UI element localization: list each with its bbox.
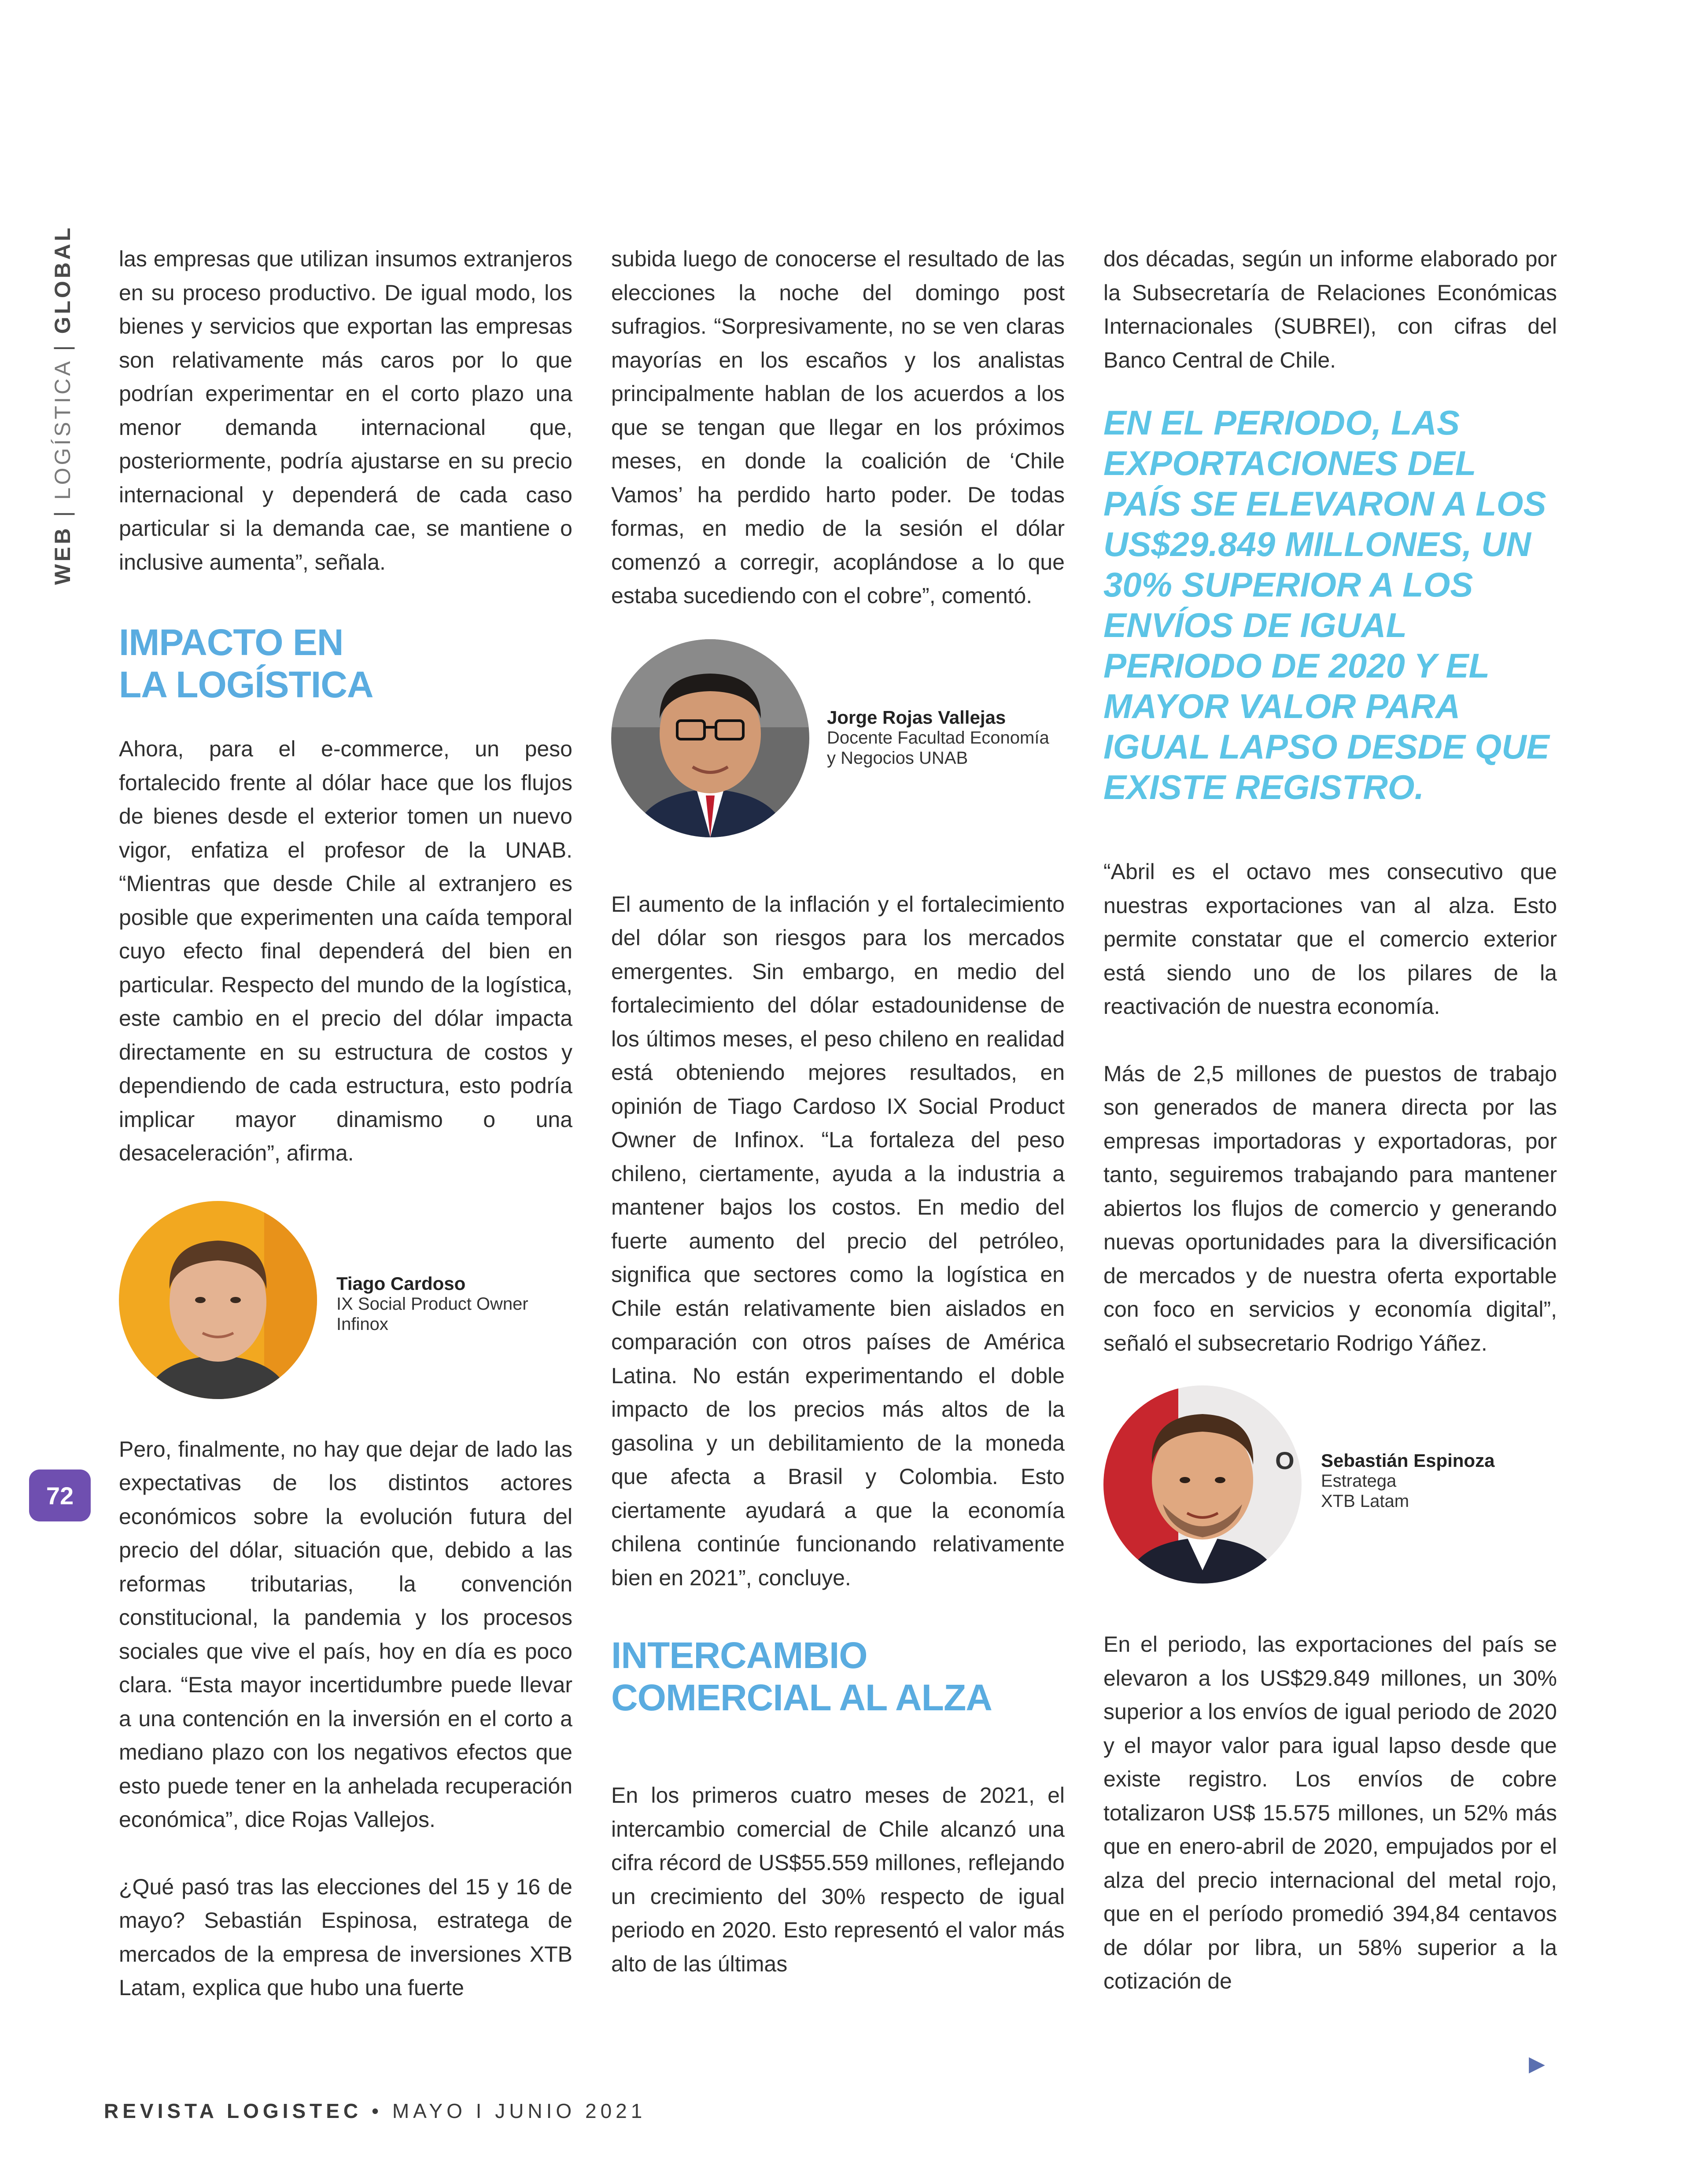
section-web: WEB — [50, 526, 75, 585]
section-separator: | — [50, 343, 75, 351]
section-logistica: LOGÍSTICA — [50, 360, 75, 500]
paragraph: En el periodo, las exportaciones del país se elevaron a los US$29.849 millones, un 30% superior a los envíos de igual periodo de 2020 y el mayor valor para igual lapso desde que existe registro. Los envíos de cobre totalizaron US$ 15.575 millones, un 52% más que en enero-abril de 2020, empujados por el alza del precio internacional del metal rojo, que en el período promedió 394,84 centavos de dólar por libra, un 58% superior a la cotización de — [1103, 1632, 1557, 1993]
play-triangle-icon: ▶ — [1529, 2052, 1545, 2076]
section-separator: | — [50, 508, 75, 517]
column-1 — [119, 242, 572, 2005]
profile-sebastian-espinoza — [1103, 1385, 1557, 1592]
profile-role: Estratega — [1321, 1471, 1397, 1491]
paragraph: Pero, finalmente, no hay que dejar de lado las expectativas de los distintos actores económicos sobre la evolución futura del precio del dólar, situación que, debido a las reformas tributarias, la convención constitucional, la pandemia y los procesos sociales que vive el país, hoy en día es poco clara. “Esta mayor incertidumbre puede llevar a una contención en la inversión en el corto a mediano plazo con los negativos efectos que esto puede tener en la anhelada recuperación económica”, dice Rojas Vallejos. — [119, 1436, 572, 1832]
paragraph: dos décadas, según un informe elaborado por la Subsecretaría de Relaciones Económicas Internacionales (SUBREI), con cifras del Banco Central de Chile. — [1103, 247, 1557, 372]
section-label — [50, 225, 75, 585]
paragraph: En los primeros cuatro meses de 2021, el intercambio comercial de Chile alcanzó una cifra récord de US$55.559 millones, reflejando un crecimiento del 30% respecto de igual periodo en 2020. Esto representó el valor más alto de las últimas — [611, 1783, 1065, 1976]
profile-company: XTB Latam — [1321, 1492, 1409, 1511]
paragraph: las empresas que utilizan insumos extranjeros en su proceso productivo. De igual modo, los bienes y servicios que exportan las empresas son relativamente más caros por lo que podrían experimentar en el corto plazo una menor demanda internacional que, posteriormente, podría ajustarse en su precio internacional y dependerá de cada caso particular si la demanda cae, se mantiene o inclusive aumenta”, señala. — [119, 247, 572, 575]
avatar-photo — [1103, 1385, 1302, 1584]
profile-tiago-cardoso — [119, 1201, 572, 1408]
heading-line: COMERCIAL AL ALZA — [611, 1677, 992, 1718]
section-heading — [611, 1634, 1065, 1719]
magazine-name: REVISTA LOGISTEC — [104, 2099, 362, 2122]
paragraph: ¿Qué pasó tras las elecciones del 15 y 16 de mayo? Sebastián Espinosa, estratega de mercados de la empresa de inversiones XTB Latam, explica que hubo una fuerte — [119, 1874, 572, 2000]
profile-caption — [827, 707, 1049, 768]
section-sidebar — [45, 225, 80, 585]
pull-quote: EN EL PERIODO, LAS EXPORTACIONES DEL PAÍS SE ELEVARON A LOS US$29.849 MILLONES, UN 30% SUPERIOR A LOS ENVÍOS DE IGUAL PERIODO DE 2020 Y EL MAYOR VALOR PARA IGUAL LAPSO DESDE QUE EXISTE REGISTRO. — [1103, 403, 1549, 807]
profile-name: Jorge Rojas Vallejas — [827, 707, 1006, 728]
profile-company: Infinox — [336, 1314, 388, 1334]
profile-role: Docente Facultad Economía — [827, 728, 1049, 748]
page-number: 72 — [29, 1470, 91, 1521]
svg-text:O: O — [1275, 1447, 1295, 1474]
heading-line: INTERCAMBIO — [611, 1635, 867, 1676]
paragraph: subida luego de conocerse el resultado de las elecciones la noche del domingo post sufragios. “Sorpresivamente, no se ven claras mayorías en los escaños y los analistas principalmente hablan de los acuerdos a los que se tengan que llegar en los próximos meses, en donde la coalición de ‘Chile Vamos’ ha perdido harto poder. De todas formas, en medio de la sesión el dólar comenzó a corregir, acoplándose a lo que estaba sucediendo con el cobre”, comentó. — [611, 247, 1065, 608]
section-global: GLOBAL — [50, 225, 75, 334]
footer-bullet: • — [371, 2099, 383, 2122]
issue-date: MAYO I JUNIO 2021 — [392, 2099, 646, 2122]
column-3 — [1103, 242, 1557, 1998]
profile-role: IX Social Product Owner — [336, 1294, 528, 1314]
profile-caption — [336, 1274, 528, 1334]
avatar-photo — [119, 1201, 317, 1399]
profile-caption — [1321, 1451, 1494, 1511]
profile-jorge-rojas-vallejas — [611, 639, 1065, 846]
paragraph: El aumento de la inflación y el fortalecimiento del dólar son riesgos para los mercados emergentes. Sin embargo, en medio del fortalecimiento del dólar estadounidense de los últimos meses, el peso chileno en realidad está obteniendo mejores resultados, en opinión de Tiago Cardoso IX Social Product Owner de Infinox. “La fortaleza del peso chileno, ciertamente, ayuda a la industria a mantener bajos los costos. En medio del fuerte aumento del precio del petróleo, significa que sectores como la logística en Chile están relativamente bien aislados en comparación con otros países de América Latina. No están experimentando el doble impacto de los precios más altos de la gasolina y un debilitamiento de la moneda que afecta a Brasil y Colombia. Esto ciertamente ayudará a que la economía chilena continúe funcionando relativamente bien en 2021”, concluye. — [611, 891, 1065, 1590]
heading-line: IMPACTO EN — [119, 622, 343, 663]
profile-name: Tiago Cardoso — [336, 1273, 466, 1294]
paragraph: Ahora, para el e-commerce, un peso fortalecido frente al dólar hace que los flujos de bienes desde el exterior tomen un nuevo vigor, enfatiza el profesor de la UNAB. “Mientras que desde Chile al extranjero es posible que experimenten una caída temporal cuyo efecto final dependerá del bien en particular. Respecto del mundo de la logística, este cambio en el precio del dólar impacta directamente en su estructura de costos y dependiendo de cada estructura, esto podría implicar mayor dinamismo o una desaceleración”, afirma. — [119, 737, 572, 1165]
paragraph: Más de 2,5 millones de puestos de trabajo son generados de manera directa por las empresas importadoras y exportadoras, por tanto, seguiremos trabajando para mantener abiertos los flujos de comercio y generando nuevas oportunidades para la diversificación de mercados y de nuestra oferta exportable con foco en servicios y economía digital”, señaló el subsecretario Rodrigo Yáñez. — [1103, 1061, 1557, 1355]
column-2 — [611, 242, 1065, 1981]
paragraph: “Abril es el octavo mes consecutivo que nuestras exportaciones van al alza. Esto permite constatar que el comercio exterior está siendo uno de los pilares de la reactivación de nuestra economía. — [1103, 859, 1557, 1019]
section-heading — [119, 621, 572, 706]
avatar-photo — [611, 639, 809, 837]
footer — [104, 2099, 646, 2123]
heading-line: LA LOGÍSTICA — [119, 664, 373, 705]
profile-company: y Negocios UNAB — [827, 748, 968, 768]
profile-name: Sebastián Espinoza — [1321, 1450, 1495, 1471]
